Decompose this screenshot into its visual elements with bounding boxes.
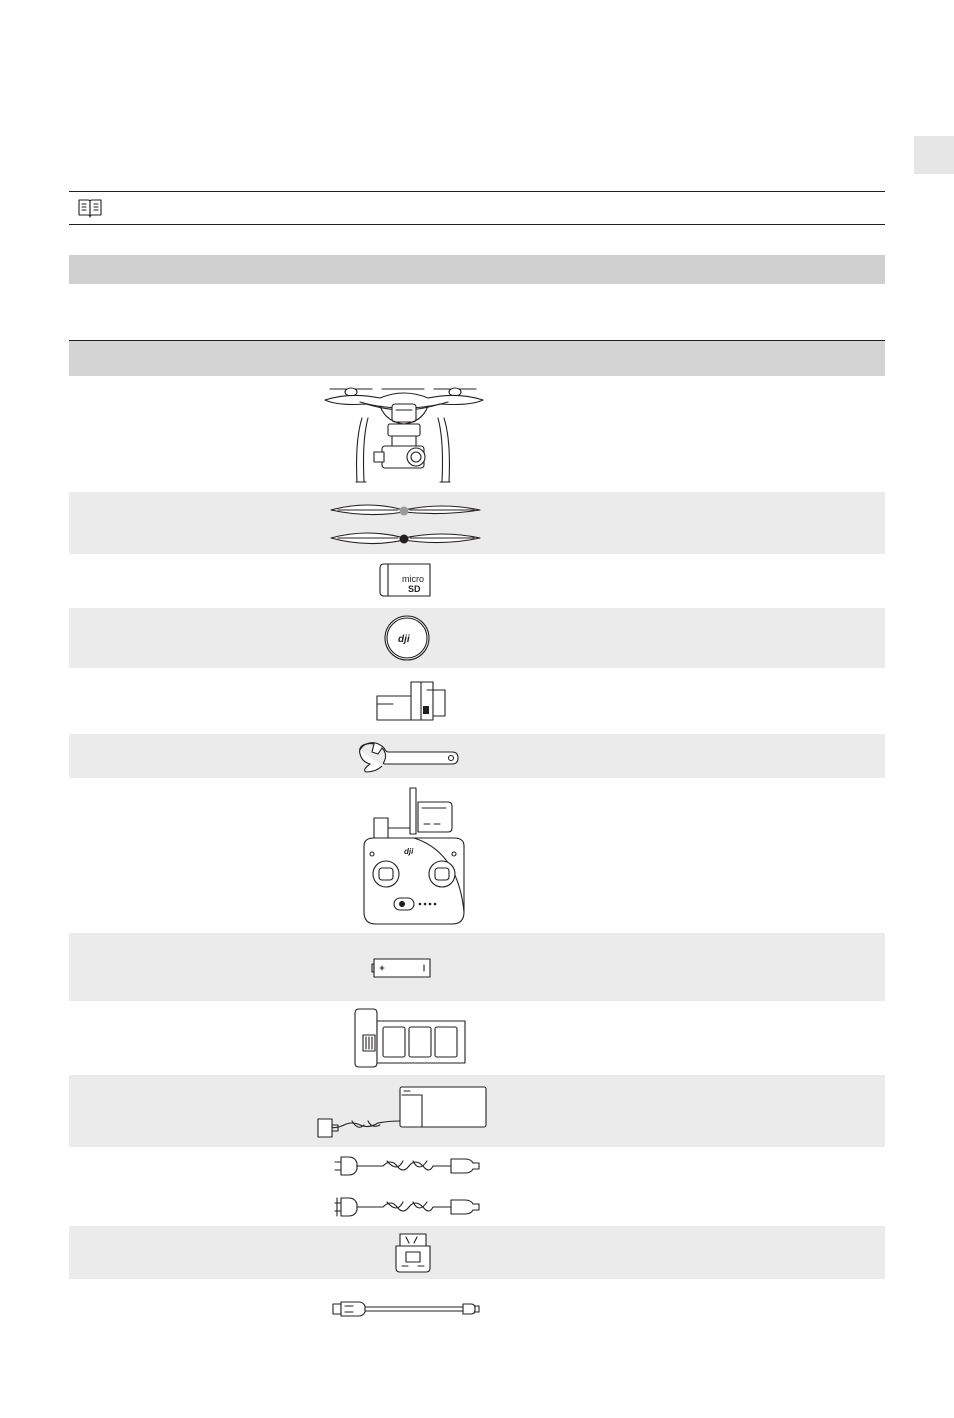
table-row-propellers	[69, 492, 885, 554]
aa-battery-icon	[370, 957, 434, 979]
section-title-bar	[69, 255, 885, 284]
svg-text:dji: dji	[404, 847, 414, 856]
table-row-wrench	[69, 734, 885, 778]
svg-text:SD: SD	[408, 584, 421, 594]
wrench-icon	[356, 740, 464, 774]
table-row-gimbal-cap	[69, 608, 885, 668]
table-row-aircraft	[69, 376, 885, 492]
charger-icon	[308, 1085, 492, 1141]
book-icon	[77, 197, 103, 219]
flight-battery-icon	[353, 1007, 469, 1069]
table-row-remote-controller	[69, 778, 885, 933]
svg-text:dji: dji	[398, 634, 410, 645]
table-header	[69, 340, 885, 376]
plug-adapter-icon	[390, 1232, 436, 1274]
aircraft-icon	[320, 380, 490, 490]
table-row-aa-battery	[69, 933, 885, 1001]
table-row-microsd	[69, 554, 885, 608]
gimbal-cap-icon	[383, 614, 431, 662]
table-row-charger	[69, 1075, 885, 1147]
micro-usb-cable-icon	[331, 1299, 481, 1319]
power-cable-icon	[333, 1153, 483, 1221]
table-row-micro-usb-cable	[69, 1279, 885, 1335]
table-row-flight-battery	[69, 1001, 885, 1075]
side-chapter-tab	[914, 136, 954, 174]
remote-controller-icon	[358, 782, 468, 928]
propeller-pair-icon	[328, 498, 483, 550]
table-row-gimbal-clamp	[69, 668, 885, 734]
microsd-card-icon	[378, 560, 434, 602]
svg-text:micro: micro	[402, 574, 424, 584]
table-row-power-cables	[69, 1147, 885, 1226]
table-row-plug-adapter	[69, 1226, 885, 1279]
note-box	[69, 191, 885, 225]
gimbal-clamp-icon	[375, 676, 447, 722]
